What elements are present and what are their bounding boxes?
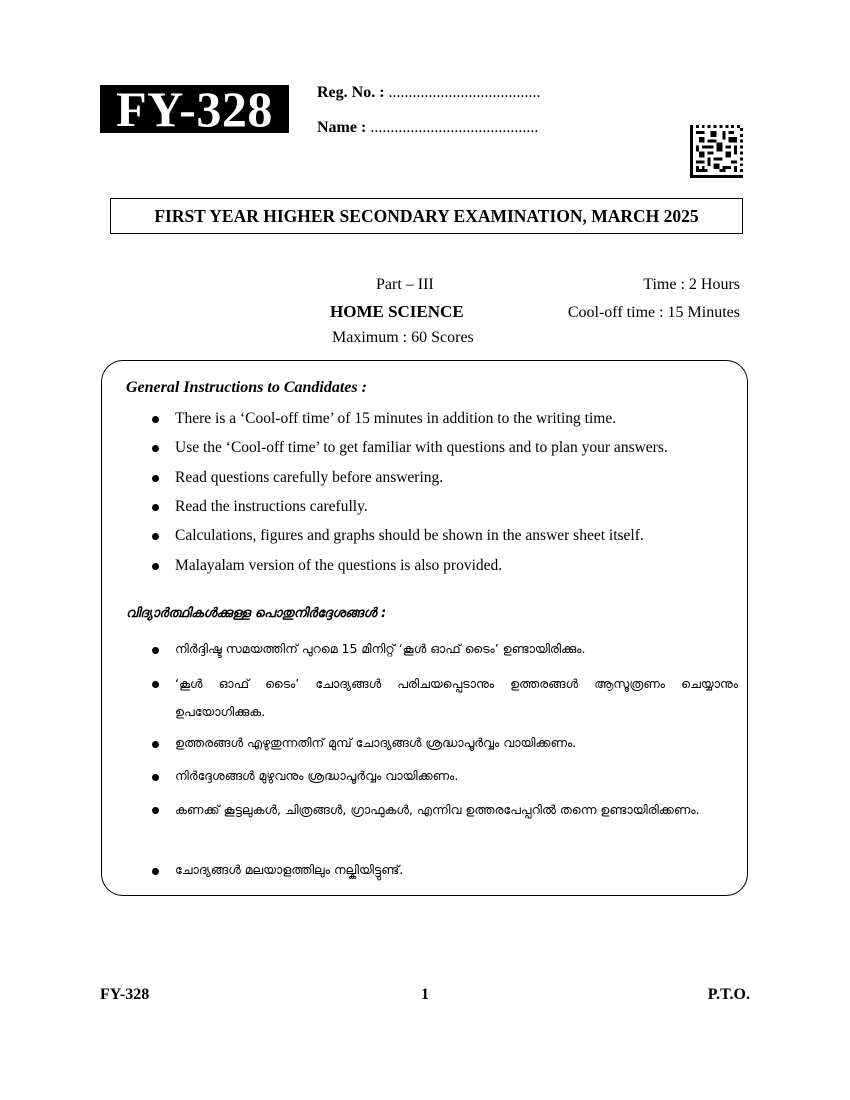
- bullet: [152, 868, 159, 875]
- instruction-item-ml: കണക്ക് കൂട്ടലുകൾ, ചിത്രങ്ങൾ, ഗ്രാഫുകൾ, എന്നിവ ഉത്തരപേപ്പറിൽ തന്നെ ഉണ്ടായിരിക്കണം.: [175, 802, 700, 817]
- name-label: Name :: [317, 119, 367, 136]
- footer-paper-code: FY-328: [100, 986, 150, 1003]
- instruction-item-ml: ഉത്തരങ്ങൾ എഴുതുന്നതിന് മുമ്പ് ചോദ്യങ്ങൾ ശ്രദ്ധാപൂർവ്വം വായിക്കണം.: [175, 735, 577, 750]
- cool-off-time: Cool-off time : 15 Minutes: [567, 304, 740, 321]
- bullet: [152, 563, 159, 570]
- bullet: [152, 681, 159, 688]
- subject-title: HOME SCIENCE: [330, 302, 464, 321]
- instruction-item-en: There is a ‘Cool-off time’ of 15 minutes in addition to the writing time.: [175, 410, 617, 427]
- max-scores: Maximum : 60 Scores: [332, 329, 474, 346]
- instructions-heading-ml: വിദ്യാർത്ഥികൾക്കുള്ള പൊതുനിർദ്ദേശങ്ങൾ :: [126, 606, 387, 621]
- page-number: 1: [421, 986, 429, 1003]
- instruction-item-en: Use the ‘Cool-off time’ to get familiar with questions and to plan your answers.: [175, 439, 668, 456]
- instructions-heading-en: General Instructions to Candidates :: [126, 379, 367, 396]
- pto-label: P.T.O.: [707, 986, 750, 1003]
- name-line: [317, 119, 538, 137]
- reg-no-line: [317, 84, 541, 102]
- bullet: [152, 416, 159, 423]
- bullet: [152, 647, 159, 654]
- datamatrix-code-icon: [690, 125, 743, 178]
- reg-no-blank: ......................................: [388, 84, 541, 101]
- bullet: [152, 807, 159, 814]
- reg-no-label: Reg. No. :: [317, 84, 385, 101]
- bullet: [152, 533, 159, 540]
- instruction-item-en: Read the instructions carefully.: [175, 498, 368, 515]
- instruction-item-ml: ചോദ്യങ്ങൾ മലയാളത്തിലും നല്കിയിട്ടുണ്ട്.: [175, 862, 404, 877]
- instruction-item-en: Read questions carefully before answering.: [175, 469, 444, 486]
- name-blank: ..........................................: [370, 119, 539, 136]
- bullet: [152, 774, 159, 781]
- exam-time: Time : 2 Hours: [643, 276, 740, 293]
- bullet: [152, 741, 159, 748]
- paper-code-badge: FY-328: [100, 85, 289, 133]
- bullet: [152, 504, 159, 511]
- instruction-item-ml: ‘കൂൾ ഓഫ് ടൈം’ ചോദ്യങ്ങൾ പരിചയപ്പെടാനും ഉത്തരങ്ങൾ ആസൂത്രണം ചെയ്യാനും ഉപയോഗിക്കുക.: [175, 676, 738, 719]
- bullet: [152, 475, 159, 482]
- instruction-item-ml: നിർദ്ദിഷ്ട സമയത്തിന് പുറമെ 15 മിനിറ്റ് ‘കൂൾ ഓഫ് ടൈം’ ഉണ്ടായിരിക്കും.: [175, 641, 586, 656]
- part-label: Part – III: [376, 276, 434, 293]
- instruction-item-en: Calculations, figures and graphs should be shown in the answer sheet itself.: [175, 527, 644, 544]
- instruction-item-en: Malayalam version of the questions is also provided.: [175, 557, 503, 574]
- instruction-item-ml: നിർദ്ദേശങ്ങൾ മുഴുവനും ശ്രദ്ധാപൂർവ്വം വായിക്കണം.: [175, 768, 459, 783]
- bullet: [152, 445, 159, 452]
- exam-title: FIRST YEAR HIGHER SECONDARY EXAMINATION, MARCH 2025: [110, 198, 743, 234]
